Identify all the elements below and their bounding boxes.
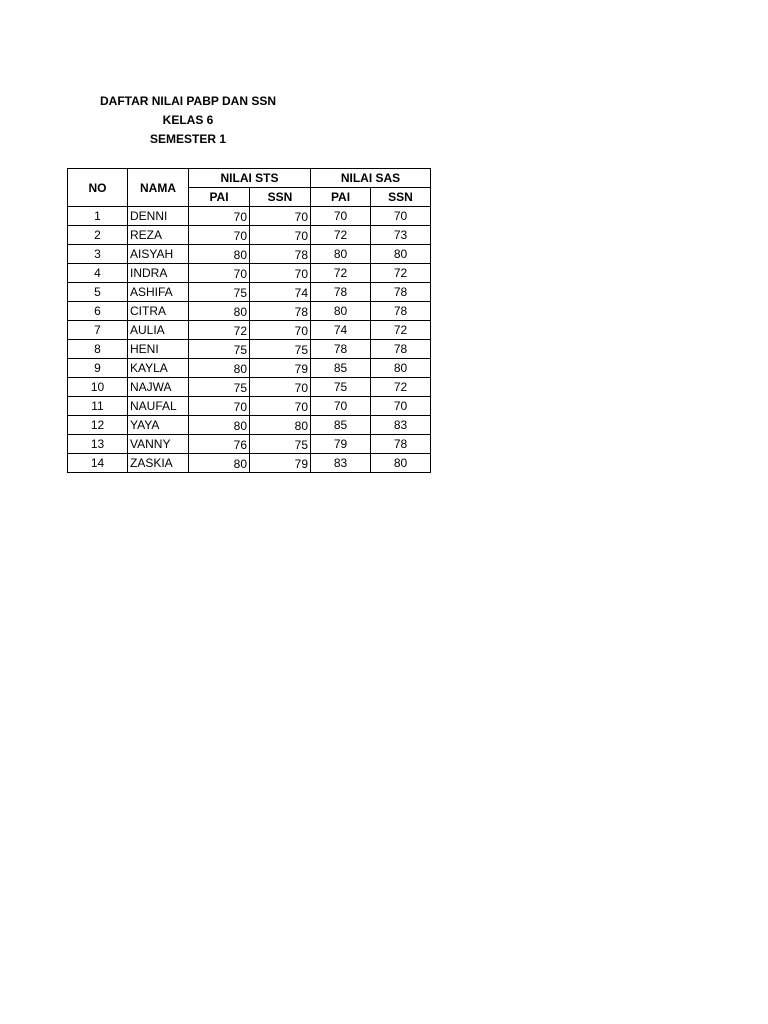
cell-sas-pai: 83 bbox=[311, 454, 371, 473]
cell-sts-pai: 75 bbox=[189, 340, 250, 359]
header-sas-ssn: SSN bbox=[371, 188, 431, 207]
table-row bbox=[68, 264, 431, 283]
cell-sts-pai: 75 bbox=[189, 283, 250, 302]
cell-sts-ssn: 70 bbox=[250, 226, 311, 245]
table-row bbox=[68, 359, 431, 378]
cell-no: 5 bbox=[68, 283, 128, 302]
cell-sts-ssn: 78 bbox=[250, 245, 311, 264]
cell-sts-ssn: 70 bbox=[250, 397, 311, 416]
cell-sts-pai: 80 bbox=[189, 245, 250, 264]
cell-sas-ssn: 72 bbox=[371, 378, 431, 397]
header-nilai-sts: NILAI STS bbox=[189, 169, 311, 188]
table-row bbox=[68, 283, 431, 302]
cell-sas-ssn: 70 bbox=[371, 397, 431, 416]
cell-sas-ssn: 73 bbox=[371, 226, 431, 245]
cell-sas-pai: 72 bbox=[311, 226, 371, 245]
cell-sts-ssn: 79 bbox=[250, 359, 311, 378]
cell-sas-ssn: 72 bbox=[371, 321, 431, 340]
cell-sts-ssn: 79 bbox=[250, 454, 311, 473]
cell-sas-ssn: 80 bbox=[371, 359, 431, 378]
cell-sas-pai: 79 bbox=[311, 435, 371, 454]
cell-sas-pai: 72 bbox=[311, 264, 371, 283]
cell-nama: NAJWA bbox=[128, 378, 189, 397]
cell-nama: YAYA bbox=[128, 416, 189, 435]
cell-nama: DENNI bbox=[128, 207, 189, 226]
cell-sas-ssn: 72 bbox=[371, 264, 431, 283]
cell-no: 3 bbox=[68, 245, 128, 264]
cell-no: 14 bbox=[68, 454, 128, 473]
cell-nama: KAYLA bbox=[128, 359, 189, 378]
cell-sas-pai: 85 bbox=[311, 359, 371, 378]
cell-sas-ssn: 78 bbox=[371, 283, 431, 302]
cell-sts-ssn: 70 bbox=[250, 207, 311, 226]
cell-sts-pai: 70 bbox=[189, 397, 250, 416]
cell-nama: REZA bbox=[128, 226, 189, 245]
header-sts-pai: PAI bbox=[189, 188, 250, 207]
cell-no: 4 bbox=[68, 264, 128, 283]
table-row bbox=[68, 378, 431, 397]
header-no: NO bbox=[68, 169, 128, 207]
grades-body bbox=[68, 207, 431, 473]
cell-no: 6 bbox=[68, 302, 128, 321]
cell-sts-ssn: 75 bbox=[250, 340, 311, 359]
cell-sts-ssn: 70 bbox=[250, 321, 311, 340]
cell-no: 9 bbox=[68, 359, 128, 378]
cell-sts-ssn: 74 bbox=[250, 283, 311, 302]
table-row bbox=[68, 226, 431, 245]
table-row bbox=[68, 435, 431, 454]
table-row bbox=[68, 454, 431, 473]
cell-sas-pai: 75 bbox=[311, 378, 371, 397]
cell-sts-pai: 70 bbox=[189, 264, 250, 283]
cell-sas-pai: 78 bbox=[311, 283, 371, 302]
cell-nama: ZASKIA bbox=[128, 454, 189, 473]
class-label: KELAS 6 bbox=[162, 113, 214, 127]
table-row bbox=[68, 416, 431, 435]
cell-no: 11 bbox=[68, 397, 128, 416]
table-row bbox=[68, 302, 431, 321]
cell-sas-pai: 85 bbox=[311, 416, 371, 435]
table-row bbox=[68, 207, 431, 226]
cell-sas-pai: 70 bbox=[311, 397, 371, 416]
cell-no: 13 bbox=[68, 435, 128, 454]
table-row bbox=[68, 397, 431, 416]
cell-sts-pai: 80 bbox=[189, 454, 250, 473]
cell-sas-pai: 80 bbox=[311, 245, 371, 264]
cell-sts-ssn: 75 bbox=[250, 435, 311, 454]
cell-sts-pai: 80 bbox=[189, 302, 250, 321]
cell-no: 7 bbox=[68, 321, 128, 340]
cell-sas-pai: 74 bbox=[311, 321, 371, 340]
cell-nama: CITRA bbox=[128, 302, 189, 321]
semester-label: SEMESTER 1 bbox=[149, 132, 227, 146]
grades-table bbox=[67, 168, 431, 473]
header-nama: NAMA bbox=[128, 169, 189, 207]
cell-nama: ASHIFA bbox=[128, 283, 189, 302]
cell-sas-ssn: 78 bbox=[371, 340, 431, 359]
cell-sas-ssn: 78 bbox=[371, 302, 431, 321]
cell-sts-ssn: 80 bbox=[250, 416, 311, 435]
cell-sts-pai: 72 bbox=[189, 321, 250, 340]
cell-sas-ssn: 70 bbox=[371, 207, 431, 226]
cell-nama: HENI bbox=[128, 340, 189, 359]
cell-no: 10 bbox=[68, 378, 128, 397]
cell-sts-pai: 76 bbox=[189, 435, 250, 454]
cell-sts-pai: 80 bbox=[189, 359, 250, 378]
cell-sas-ssn: 83 bbox=[371, 416, 431, 435]
cell-sts-pai: 70 bbox=[189, 226, 250, 245]
document-title: DAFTAR NILAI PABP DAN SSN bbox=[99, 94, 276, 108]
cell-sas-pai: 80 bbox=[311, 302, 371, 321]
cell-sts-pai: 80 bbox=[189, 416, 250, 435]
cell-sas-ssn: 80 bbox=[371, 245, 431, 264]
cell-sts-ssn: 70 bbox=[250, 264, 311, 283]
cell-sas-pai: 70 bbox=[311, 207, 371, 226]
cell-nama: NAUFAL bbox=[128, 397, 189, 416]
cell-sas-ssn: 80 bbox=[371, 454, 431, 473]
cell-nama: AULIA bbox=[128, 321, 189, 340]
cell-no: 12 bbox=[68, 416, 128, 435]
cell-no: 2 bbox=[68, 226, 128, 245]
header-row-top bbox=[68, 169, 431, 188]
cell-no: 8 bbox=[68, 340, 128, 359]
cell-nama: VANNY bbox=[128, 435, 189, 454]
table-row bbox=[68, 321, 431, 340]
cell-sts-ssn: 78 bbox=[250, 302, 311, 321]
cell-sts-pai: 70 bbox=[189, 207, 250, 226]
cell-sts-ssn: 70 bbox=[250, 378, 311, 397]
cell-nama: AISYAH bbox=[128, 245, 189, 264]
cell-nama: INDRA bbox=[128, 264, 189, 283]
cell-sas-pai: 78 bbox=[311, 340, 371, 359]
cell-sts-pai: 75 bbox=[189, 378, 250, 397]
table-row bbox=[68, 340, 431, 359]
cell-sas-ssn: 78 bbox=[371, 435, 431, 454]
table-row bbox=[68, 245, 431, 264]
header-nilai-sas: NILAI SAS bbox=[311, 169, 431, 188]
header-sts-ssn: SSN bbox=[250, 188, 311, 207]
cell-no: 1 bbox=[68, 207, 128, 226]
header-sas-pai: PAI bbox=[311, 188, 371, 207]
